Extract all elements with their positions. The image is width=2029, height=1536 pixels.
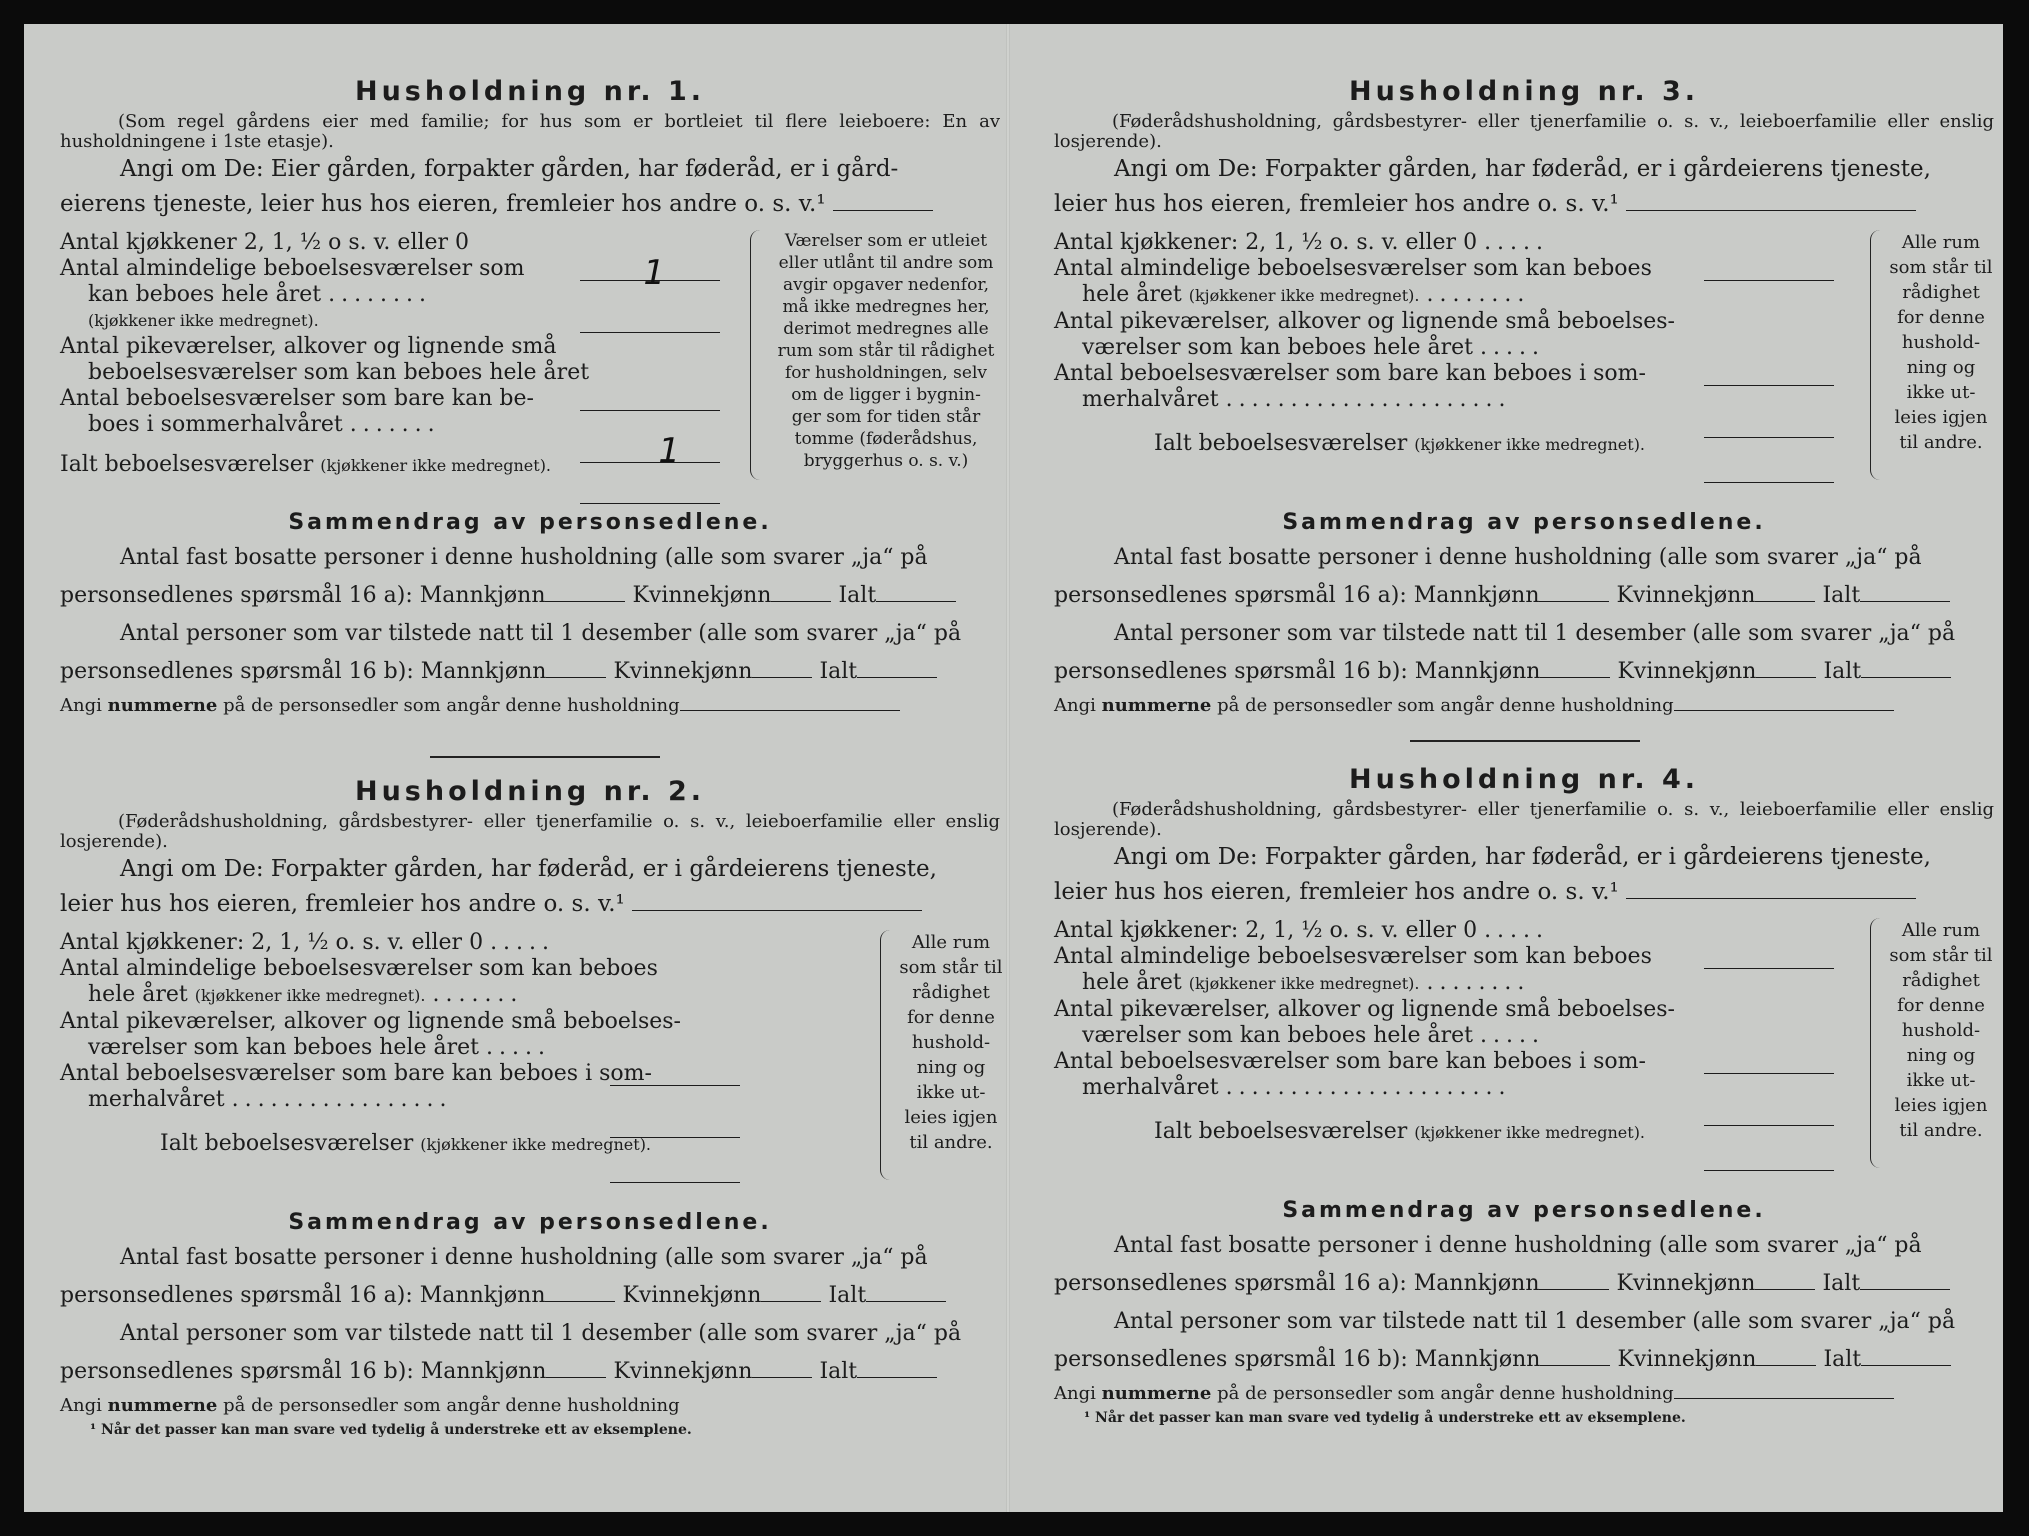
household-1-note: (Som regel gårdens eier med familie; for hus som er bortleiet til flere leieboere: En av husholdningene i 1ste etasje).: [60, 111, 1000, 152]
small-rooms-row: Antal pikeværelser, alkover og lignende små beboelses-: [1054, 997, 1675, 1022]
household-3-summary-title: Sammendrag av personsedlene.: [1282, 510, 1766, 535]
footnote: ¹ Når det passer kan man svare ved tydelig å understreke ett av eksemplene.: [90, 1422, 692, 1438]
household-1-side-note: Værelser som er utleiet eller utlånt til andre som avgir opgaver nedenfor, må ikke medregnes her, derimot medregnes alle rum som står til rådighet for husholdningen, selv om de ligger i bygnin- ger som for tiden står tomme (føderådshus, bryggerhus o. s. v.): [777, 231, 995, 471]
household-1-summary-title: Sammendrag av personsedlene.: [288, 510, 772, 535]
household-4-numbers-row: Angi nummerne på de personsedler som angår denne husholdning: [1054, 1379, 1994, 1409]
household-4-angi: Angi om De: Forpakter gården, har føderåd, er i gårdeierens tjeneste, leier hus hos eieren, fremleier hos andre o. s. v.¹: [1054, 844, 1931, 905]
household-1-title: Husholdning nr. 1.: [354, 76, 706, 107]
household-2-note: (Føderådshusholdning, gårdsbestyrer- eller tjenerfamilie o. s. v., leieboerfamilie eller enslig losjerende).: [60, 811, 1000, 852]
household-4: Husholdning nr. 4. (Føderådshusholdning, gårdsbestyrer- eller tjenerfamilie o. s. v., leieboerfamilie eller enslig losjerende). Angi om De: Forpakter gården, har føderåd, er i gårdeierens tjeneste, leier hus hos eieren, fremleier hos andre o. s. v.¹ Antal kjøkkener: 2, 1, ½ o. s. v. eller 0 ..... Antal almindelige beboelsesværelser som kan beboes hele året (kjøkkener ikke medregnet). ........ Antal pikeværelser, alkover og lignende små beboelses- værelser som kan beboes hele året ..... Antal beboelsesværelser som bare kan beboes i som- merhalvåret ...................... Ialt beboelsesværelser (kjøkkener ikke medregnet). Alle rum som står til rådighet for denne hushold- ning og ikke ut- leies igjen til andre. Sammendrag av personsedlene. Antal fast bosatte personer i denne husholdning (alle som svarer „ja“ på personsedlenes spørsmål 16 a): Mannkjønn Kvinnekjønn Ialt Antal personer som var tilstede natt til 1 desember (alle som svarer „ja“ på personsedlenes spørsmål 16 b): Mannkjønn Kvinnekjønn Ialt Angi nummerne på de personsedler som angår denne husholdning ¹ Når det passer kan man svare ved tydelig å understreke ett av eksemplene.: [1054, 764, 1994, 1426]
kitchens-row: Antal kjøkkener: 2, 1, ½ o. s. v. eller 0 .....: [1054, 230, 1834, 256]
total-rooms-row: Ialt beboelsesværelser (kjøkkener ikke medregnet). 1: [60, 452, 720, 479]
ordinary-rooms-row: Antal almindelige beboelsesværelser som: [60, 256, 525, 281]
brace: [880, 930, 895, 1180]
summer-rooms-row: Antal beboelsesværelser som bare kan beboes i som-: [60, 1061, 652, 1086]
household-4-title: Husholdning nr. 4.: [1348, 764, 1700, 795]
household-3-angi: Angi om De: Forpakter gården, har føderåd, er i gårdeierens tjeneste, leier hus hos eieren, fremleier hos andre o. s. v.¹: [1054, 156, 1931, 217]
right-page: [1054, 24, 2014, 1512]
census-form-sheet: [24, 24, 2003, 1512]
household-1-rooms: Antal kjøkkener 2, 1, ½ o s. v. eller 0 Antal almindelige beboelsesværelser som kan beboes hele året ........ 1 (kjøkkener ikke medregnet). Antal pikeværelser, alkover og lignende små beboelsesværelser som kan beboes hele året Antal beboelsesværelser som bare kan be- boes i sommerhalvåret ....... Ialt beboelsesværelser (kjøkkener ikke medregnet). 1 Værelser som er utleiet eller utlånt til andre som avgir opgaver nedenfor, må ikke medregnes her, derimot medregnes alle rum som står til rådighet for husholdningen, selv om de ligger i bygnin- ger som for tiden står tomme (føderådshus, bryggerhus o. s. v.): [60, 230, 1000, 500]
summer-rooms-row: Antal beboelsesværelser som bare kan beboes i som-: [1054, 1049, 1646, 1074]
small-rooms-row: Antal pikeværelser, alkover og lignende små beboelses-: [1054, 309, 1675, 334]
footnote: ¹ Når det passer kan man svare ved tydelig å understreke ett av eksemplene.: [1084, 1410, 1686, 1426]
brace: [1870, 230, 1885, 480]
household-3-rooms: Antal kjøkkener: 2, 1, ½ o. s. v. eller 0 ..... Antal almindelige beboelsesværelser som kan beboes hele året (kjøkkener ikke medregnet). ........ Antal pikeværelser, alkover og lignende små beboelses- værelser som kan beboes hele året ..... Antal beboelsesværelser som bare kan beboes i som- merhalvåret ...................... Ialt beboelsesværelser (kjøkkener ikke medregnet). Alle rum som står til rådighet for denne hushold- ning og ikke ut- leies igjen til andre.: [1054, 230, 1994, 500]
brace: [750, 230, 765, 480]
household-3: Husholdning nr. 3. (Føderådshusholdning, gårdsbestyrer- eller tjenerfamilie o. s. v., leieboerfamilie eller enslig losjerende). Angi om De: Forpakter gården, har føderåd, er i gårdeierens tjeneste, leier hus hos eieren, fremleier hos andre o. s. v.¹ Antal kjøkkener: 2, 1, ½ o. s. v. eller 0 ..... Antal almindelige beboelsesværelser som kan beboes hele året (kjøkkener ikke medregnet). ........ Antal pikeværelser, alkover og lignende små beboelses- værelser som kan beboes hele året ..... Antal beboelsesværelser som bare kan beboes i som- merhalvåret ...................... Ialt beboelsesværelser (kjøkkener ikke medregnet). Alle rum som står til rådighet for denne hushold- ning og ikke ut- leies igjen til andre. Sammendrag av personsedlene. Antal fast bosatte personer i denne husholdning (alle som svarer „ja“ på personsedlenes spørsmål 16 a): Mannkjønn Kvinnekjønn Ialt Antal personer som var tilstede natt til 1 desember (alle som svarer „ja“ på personsedlenes spørsmål 16 b): Mannkjønn Kvinnekjønn Ialt Angi nummerne på de personsedler som angår denne husholdning: [1054, 76, 1994, 721]
kitchens-row: Antal kjøkkener: 2, 1, ½ o. s. v. eller 0 .....: [60, 930, 556, 955]
household-3-side-note: Alle rum som står til rådighet for denne hushold- ning og ikke ut- leies igjen til andre.: [1889, 232, 1993, 453]
household-4-resident-row: personsedlenes spørsmål 16 a): Mannkjønn Kvinnekjønn Ialt: [1054, 1265, 1994, 1303]
household-2-resident-row: personsedlenes spørsmål 16 a): Mannkjønn Kvinnekjønn Ialt: [60, 1277, 1000, 1315]
total-rooms-row: Ialt beboelsesværelser (kjøkkener ikke medregnet).: [1054, 1119, 1834, 1146]
separator: [430, 756, 660, 758]
household-1-angi: Angi om De: Eier gården, forpakter gården, har føderåd, er i gård- eierens tjeneste, leier hus hos eieren, fremleier hos andre o. s. v.¹: [60, 152, 1000, 222]
kitchens-row: Antal kjøkkener 2, 1, ½ o s. v. eller 0: [60, 230, 720, 256]
ordinary-rooms-row: Antal almindelige beboelsesværelser som kan beboes: [60, 956, 658, 981]
household-1-numbers-row: Angi nummerne på de personsedler som angår denne husholdning: [60, 691, 1000, 721]
summer-rooms-row: Antal beboelsesværelser som bare kan be-: [60, 386, 534, 411]
household-3-title: Husholdning nr. 3.: [1348, 76, 1700, 107]
household-4-present-row: personsedlenes spørsmål 16 b): Mannkjønn Kvinnekjønn Ialt: [1054, 1341, 1994, 1379]
summer-rooms-row: Antal beboelsesværelser som bare kan beboes i som-: [1054, 361, 1646, 386]
household-3-resident-row: personsedlenes spørsmål 16 a): Mannkjønn Kvinnekjønn Ialt: [1054, 577, 1994, 615]
household-2-present-row: personsedlenes spørsmål 16 b): Mannkjønn Kvinnekjønn Ialt: [60, 1353, 1000, 1391]
left-page: [60, 24, 1020, 1512]
household-2-rooms: Antal kjøkkener: 2, 1, ½ o. s. v. eller 0 ..... Antal almindelige beboelsesværelser som kan beboes hele året (kjøkkener ikke medregnet). ....... Antal pikeværelser, alkover og lignende små beboelses- værelser som kan beboes hele året ..... Antal beboelsesværelser som bare kan beboes i som- merhalvåret ................. Ialt beboelsesværelser (kjøkkener ikke medregnet). Alle rum som står til rådighet for denne hushold- ning og ikke ut- leies igjen til andre.: [60, 930, 1000, 1200]
household-1: Husholdning nr. 1. (Som regel gårdens eier med familie; for hus som er bortleiet til flere leieboere: En av husholdningene i 1ste etasje). Angi om De: Eier gården, forpakter gården, har føderåd, er i gård- eierens tjeneste, leier hus hos eieren, fremleier hos andre o. s. v.¹ Antal kjøkkener 2, 1, ½ o s. v. eller 0 Antal almindelige beboelsesværelser som kan beboes hele året ........ 1 (kjøkkener ikke medregnet). Antal pikeværelser, alkover og lignende små beboelsesværelser som kan beboes hele året Antal beboelsesværelser som bare kan be- boes i sommerhalvåret ....... Ialt beboelsesværelser (kjøkkener ikke medregnet). 1 Værelser som er utleiet eller utlånt til andre som avgir opgaver nedenfor, må ikke medregnes her, derimot medregnes alle rum som står til rådighet for husholdningen, selv om de ligger i bygnin- ger som for tiden står tomme (føderådshus, bryggerhus o. s. v.) Sammendrag av personsedlene. Antal fast bosatte personer i denne husholdning (alle som svarer „ja“ på personsedlenes spørsmål 16 a): Mannkjønn Kvinnekjønn Ialt Antal personer som var tilstede natt til 1 desember (alle som svarer „ja“ på personsedlenes spørsmål 16 b): Mannkjønn Kvinnekjønn Ialt Angi nummerne på de personsedler som angår denne husholdning: [60, 76, 1000, 721]
household-4-summary-title: Sammendrag av personsedlene.: [1282, 1198, 1766, 1223]
page-fold: [1006, 24, 1010, 1512]
household-4-side-note: Alle rum som står til rådighet for denne hushold- ning og ikke ut- leies igjen til andre.: [1889, 920, 1993, 1141]
total-rooms-row: Ialt beboelsesværelser (kjøkkener ikke medregnet).: [1054, 431, 1834, 458]
small-rooms-row: Antal pikeværelser, alkover og lignende små: [60, 334, 557, 359]
ordinary-rooms-row: Antal almindelige beboelsesværelser som kan beboes: [1054, 944, 1652, 969]
household-1-present-row: personsedlenes spørsmål 16 b): Mannkjønn Kvinnekjønn Ialt: [60, 653, 1000, 691]
ordinary-rooms-row: Antal almindelige beboelsesværelser som kan beboes: [1054, 256, 1652, 281]
household-2-title: Husholdning nr. 2.: [354, 776, 706, 807]
household-4-note: (Føderådshusholdning, gårdsbestyrer- eller tjenerfamilie o. s. v., leieboerfamilie eller enslig losjerende).: [1054, 799, 1994, 840]
household-2-side-note: Alle rum som står til rådighet for denne hushold- ning og ikke ut- leies igjen til andre.: [899, 932, 1003, 1153]
separator: [1410, 740, 1640, 742]
household-3-numbers-row: Angi nummerne på de personsedler som angår denne husholdning: [1054, 691, 1994, 721]
handwritten-answer-rooms: 1: [643, 253, 665, 293]
total-rooms-row: Ialt beboelsesværelser (kjøkkener ikke medregnet).: [60, 1131, 740, 1158]
household-2: Husholdning nr. 2. (Føderådshusholdning, gårdsbestyrer- eller tjenerfamilie o. s. v., leieboerfamilie eller enslig losjerende). Angi om De: Forpakter gården, har føderåd, er i gårdeierens tjeneste, leier hus hos eieren, fremleier hos andre o. s. v.¹ Antal kjøkkener: 2, 1, ½ o. s. v. eller 0 ..... Antal almindelige beboelsesværelser som kan beboes hele året (kjøkkener ikke medregnet). ....... Antal pikeværelser, alkover og lignende små beboelses- værelser som kan beboes hele året ..... Antal beboelsesværelser som bare kan beboes i som- merhalvåret ................. Ialt beboelsesværelser (kjøkkener ikke medregnet). Alle rum som står til rådighet for denne hushold- ning og ikke ut- leies igjen til andre. Sammendrag av personsedlene. Antal fast bosatte personer i denne husholdning (alle som svarer „ja“ på personsedlenes spørsmål 16 a): Mannkjønn Kvinnekjønn Ialt Antal personer som var tilstede natt til 1 desember (alle som svarer „ja“ på personsedlenes spørsmål 16 b): Mannkjønn Kvinnekjønn Ialt Angi nummerne på de personsedler som angår denne husholdning ¹ Når det passer kan man svare ved tydelig å understreke ett av eksemplene.: [60, 776, 1000, 1439]
small-rooms-row: Antal pikeværelser, alkover og lignende små beboelses-: [60, 1009, 681, 1034]
household-1-resident-row: personsedlenes spørsmål 16 a): Mannkjønn Kvinnekjønn Ialt: [60, 577, 1000, 615]
household-3-present-row: personsedlenes spørsmål 16 b): Mannkjønn Kvinnekjønn Ialt: [1054, 653, 1994, 691]
household-2-numbers-row: Angi nummerne på de personsedler som angår denne husholdning: [60, 1395, 680, 1416]
kitchens-row: Antal kjøkkener: 2, 1, ½ o. s. v. eller 0 .....: [1054, 918, 1834, 944]
household-2-summary-title: Sammendrag av personsedlene.: [288, 1210, 772, 1235]
household-2-angi: Angi om De: Forpakter gården, har føderåd, er i gårdeierens tjeneste, leier hus hos eieren, fremleier hos andre o. s. v.¹: [60, 856, 937, 917]
household-3-note: (Føderådshusholdning, gårdsbestyrer- eller tjenerfamilie o. s. v., leieboerfamilie eller enslig losjerende).: [1054, 111, 1994, 152]
brace: [1870, 918, 1885, 1168]
handwritten-answer-total: 1: [658, 431, 680, 471]
household-4-rooms: Antal kjøkkener: 2, 1, ½ o. s. v. eller 0 ..... Antal almindelige beboelsesværelser som kan beboes hele året (kjøkkener ikke medregnet). ........ Antal pikeværelser, alkover og lignende små beboelses- værelser som kan beboes hele året ..... Antal beboelsesværelser som bare kan beboes i som- merhalvåret ...................... Ialt beboelsesværelser (kjøkkener ikke medregnet). Alle rum som står til rådighet for denne hushold- ning og ikke ut- leies igjen til andre.: [1054, 918, 1994, 1188]
